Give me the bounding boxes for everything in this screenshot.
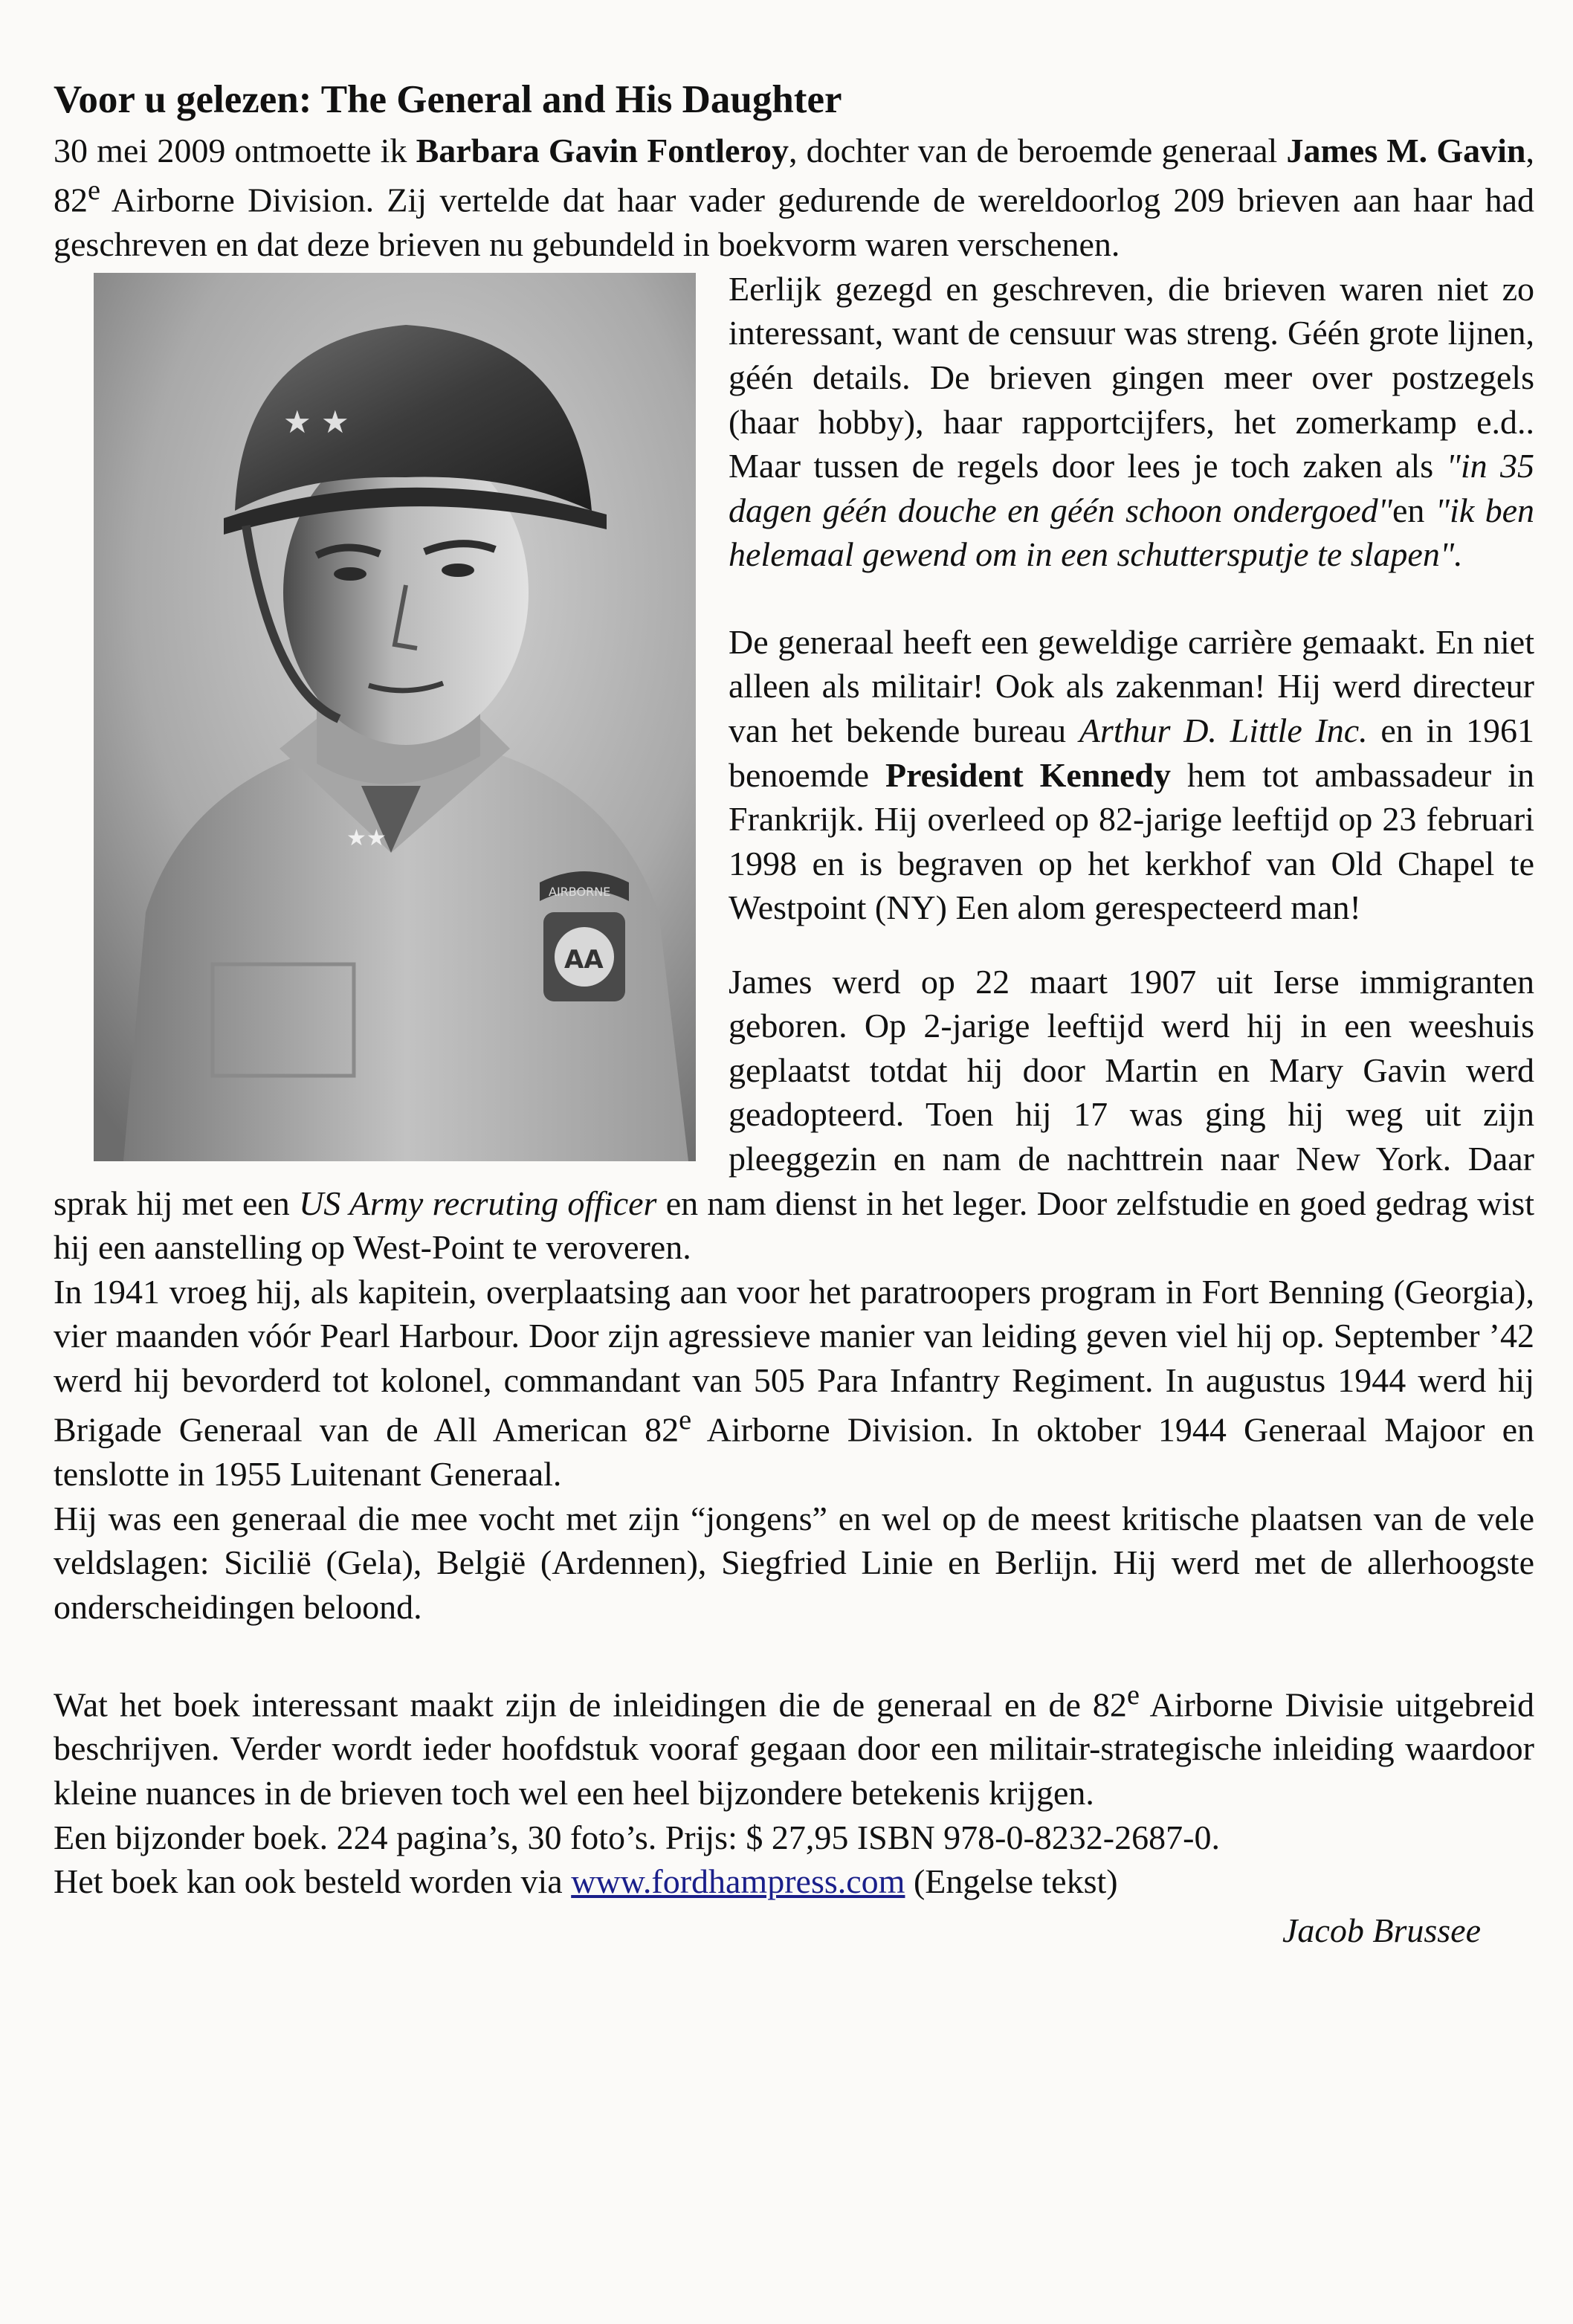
portrait-photo bbox=[94, 273, 696, 1161]
biography-text-2: en nam dienst in het leger. Door zelfstudie en goed gedrag wist hij een aanstelling op West-Point te veroveren. bbox=[54, 1184, 1534, 1267]
intro-text-4: Airborne Division. Zij vertelde dat haar vader gedurende de wereldoorlog 209 brieven aan haar had geschreven en dat deze brieven nu gebundeld in boekvorm waren verschenen. bbox=[54, 181, 1534, 264]
career-text-2: en in 1961 benoemde bbox=[729, 711, 1534, 794]
book-paragraph bbox=[54, 1677, 1534, 1815]
book-text-2: Airborne Divisie uitgebreid beschrijven. Verder wordt ieder hoofdstuk vooraf gegaan door een militair-strategische inleiding waardoor kleine nuances in de brieven toch wel een heel bijzondere betekenis krijgen. bbox=[54, 1685, 1535, 1812]
book-text-1: Wat het boek interessant maakt zijn de inleidingen die de generaal en de 82 bbox=[54, 1685, 1127, 1723]
article bbox=[54, 74, 1534, 1952]
letters-quote-1: "in 35 dagen géén douche en géén schoon ondergoed" bbox=[729, 447, 1534, 529]
career-company: Arthur D. Little Inc. bbox=[1079, 711, 1368, 749]
letters-text-1: Eerlijk gezegd en geschreven, die brieven waren niet zo interessant, want de censuur was streng. Géén grote lijnen, géén details. De brieven gingen meer over postzegels (haar hobby), haar rapportcijfers, het zomerkamp e.d.. Maar tussen de regels door lees je toch zaken als bbox=[729, 269, 1534, 485]
career-text-1: De generaal heeft een geweldige carrière gemaakt. En niet alleen als militair! Ook als zakenman! Hij werd directeur van het bekende bureau bbox=[729, 622, 1534, 749]
portrait-photo-general-gavin-icon bbox=[94, 273, 696, 1161]
military-text-2: Airborne Division. In oktober 1944 Generaal Majoor en tenslotte in 1955 Luitenant Generaal. bbox=[54, 1410, 1534, 1494]
military-text-1: In 1941 vroeg hij, als kapitein, overplaatsing aan voor het paratroopers program in Fort Benning (Georgia), vier maanden vóór Pearl Harbour. Door zijn agressieve manier van leiding geven viel hij op. September ’42 werd hij bevorderd tot kolonel, commandant van 505 Para Infantry Regiment. In augustus 1944 werd hij Brigade Generaal van de All American 82 bbox=[54, 1272, 1534, 1449]
intro-paragraph bbox=[54, 129, 1534, 267]
battles-paragraph: Hij was een generaal die mee vocht met zijn “jongens” en wel op de meest kritische plaatsen van de vele veldslagen: Sicilië (Gela), België (Ardennen), Siegfried Linie en Berlijn. Hij werd met de allerhoogste onderscheidingen beloond. bbox=[54, 1499, 1534, 1626]
order-text-1: Het boek kan ook besteld worden via bbox=[54, 1862, 572, 1901]
fordhampress-link[interactable]: www.fordhampress.com bbox=[571, 1862, 905, 1901]
intro-bold-name-2: James M. Gavin bbox=[1286, 131, 1526, 170]
order-line bbox=[54, 1859, 1534, 1904]
price-line: Een bijzonder boek. 224 pagina’s, 30 foto’s. Prijs: $ 27,95 ISBN 978-0-8232-2687-0. bbox=[54, 1818, 1220, 1856]
svg-text:★ ★: ★ ★ bbox=[283, 403, 349, 440]
biography-text-1: James werd op 22 maart 1907 uit Ierse immigranten geboren. Op 2-jarige leeftijd werd hij in een weeshuis geplaatst totdat hij door Martin en Mary Gavin werd geadopteerd. Toen hij 17 was ging hij weg uit zijn pleeggezin en nam de nachttrein naar New York. Daar sprak hij met een bbox=[54, 962, 1534, 1222]
military-paragraph bbox=[54, 1270, 1534, 1497]
insignia-text: AIRBORNE bbox=[549, 884, 611, 899]
intro-text-1: 30 mei 2009 ontmoette ik bbox=[54, 131, 416, 170]
military-superscript: e bbox=[679, 1404, 692, 1436]
letters-quote-2: "ik ben helemaal gewend om in een schuttersputje te slapen". bbox=[729, 491, 1534, 574]
svg-text:★★: ★★ bbox=[346, 824, 387, 851]
intro-superscript: e bbox=[88, 175, 101, 207]
intro-bold-name-1: Barbara Gavin Fontleroy bbox=[416, 131, 789, 170]
article-title: Voor u gelezen: The General and His Daughter bbox=[54, 78, 842, 121]
book-superscript: e bbox=[1126, 1679, 1140, 1711]
intro-text-3: , 82 bbox=[54, 131, 1535, 219]
biography-officer: US Army recruting officer bbox=[299, 1184, 657, 1222]
badge-text: AA bbox=[564, 944, 604, 975]
intro-text-2: , dochter van de beroemde generaal bbox=[789, 131, 1287, 170]
letters-text-2: en bbox=[1392, 491, 1435, 529]
order-text-2: (Engelse tekst) bbox=[905, 1862, 1118, 1901]
career-president: President Kennedy bbox=[885, 755, 1172, 794]
career-text-3: hem tot ambassadeur in Frankrijk. Hij overleed op 82-jarige leeftijd op 23 februari 1998 en is begraven op het kerkhof van Old Chapel te Westpoint (NY) Een alom gerespecteerd man! bbox=[729, 755, 1534, 927]
author-signature: Jacob Brussee bbox=[1282, 1911, 1481, 1949]
